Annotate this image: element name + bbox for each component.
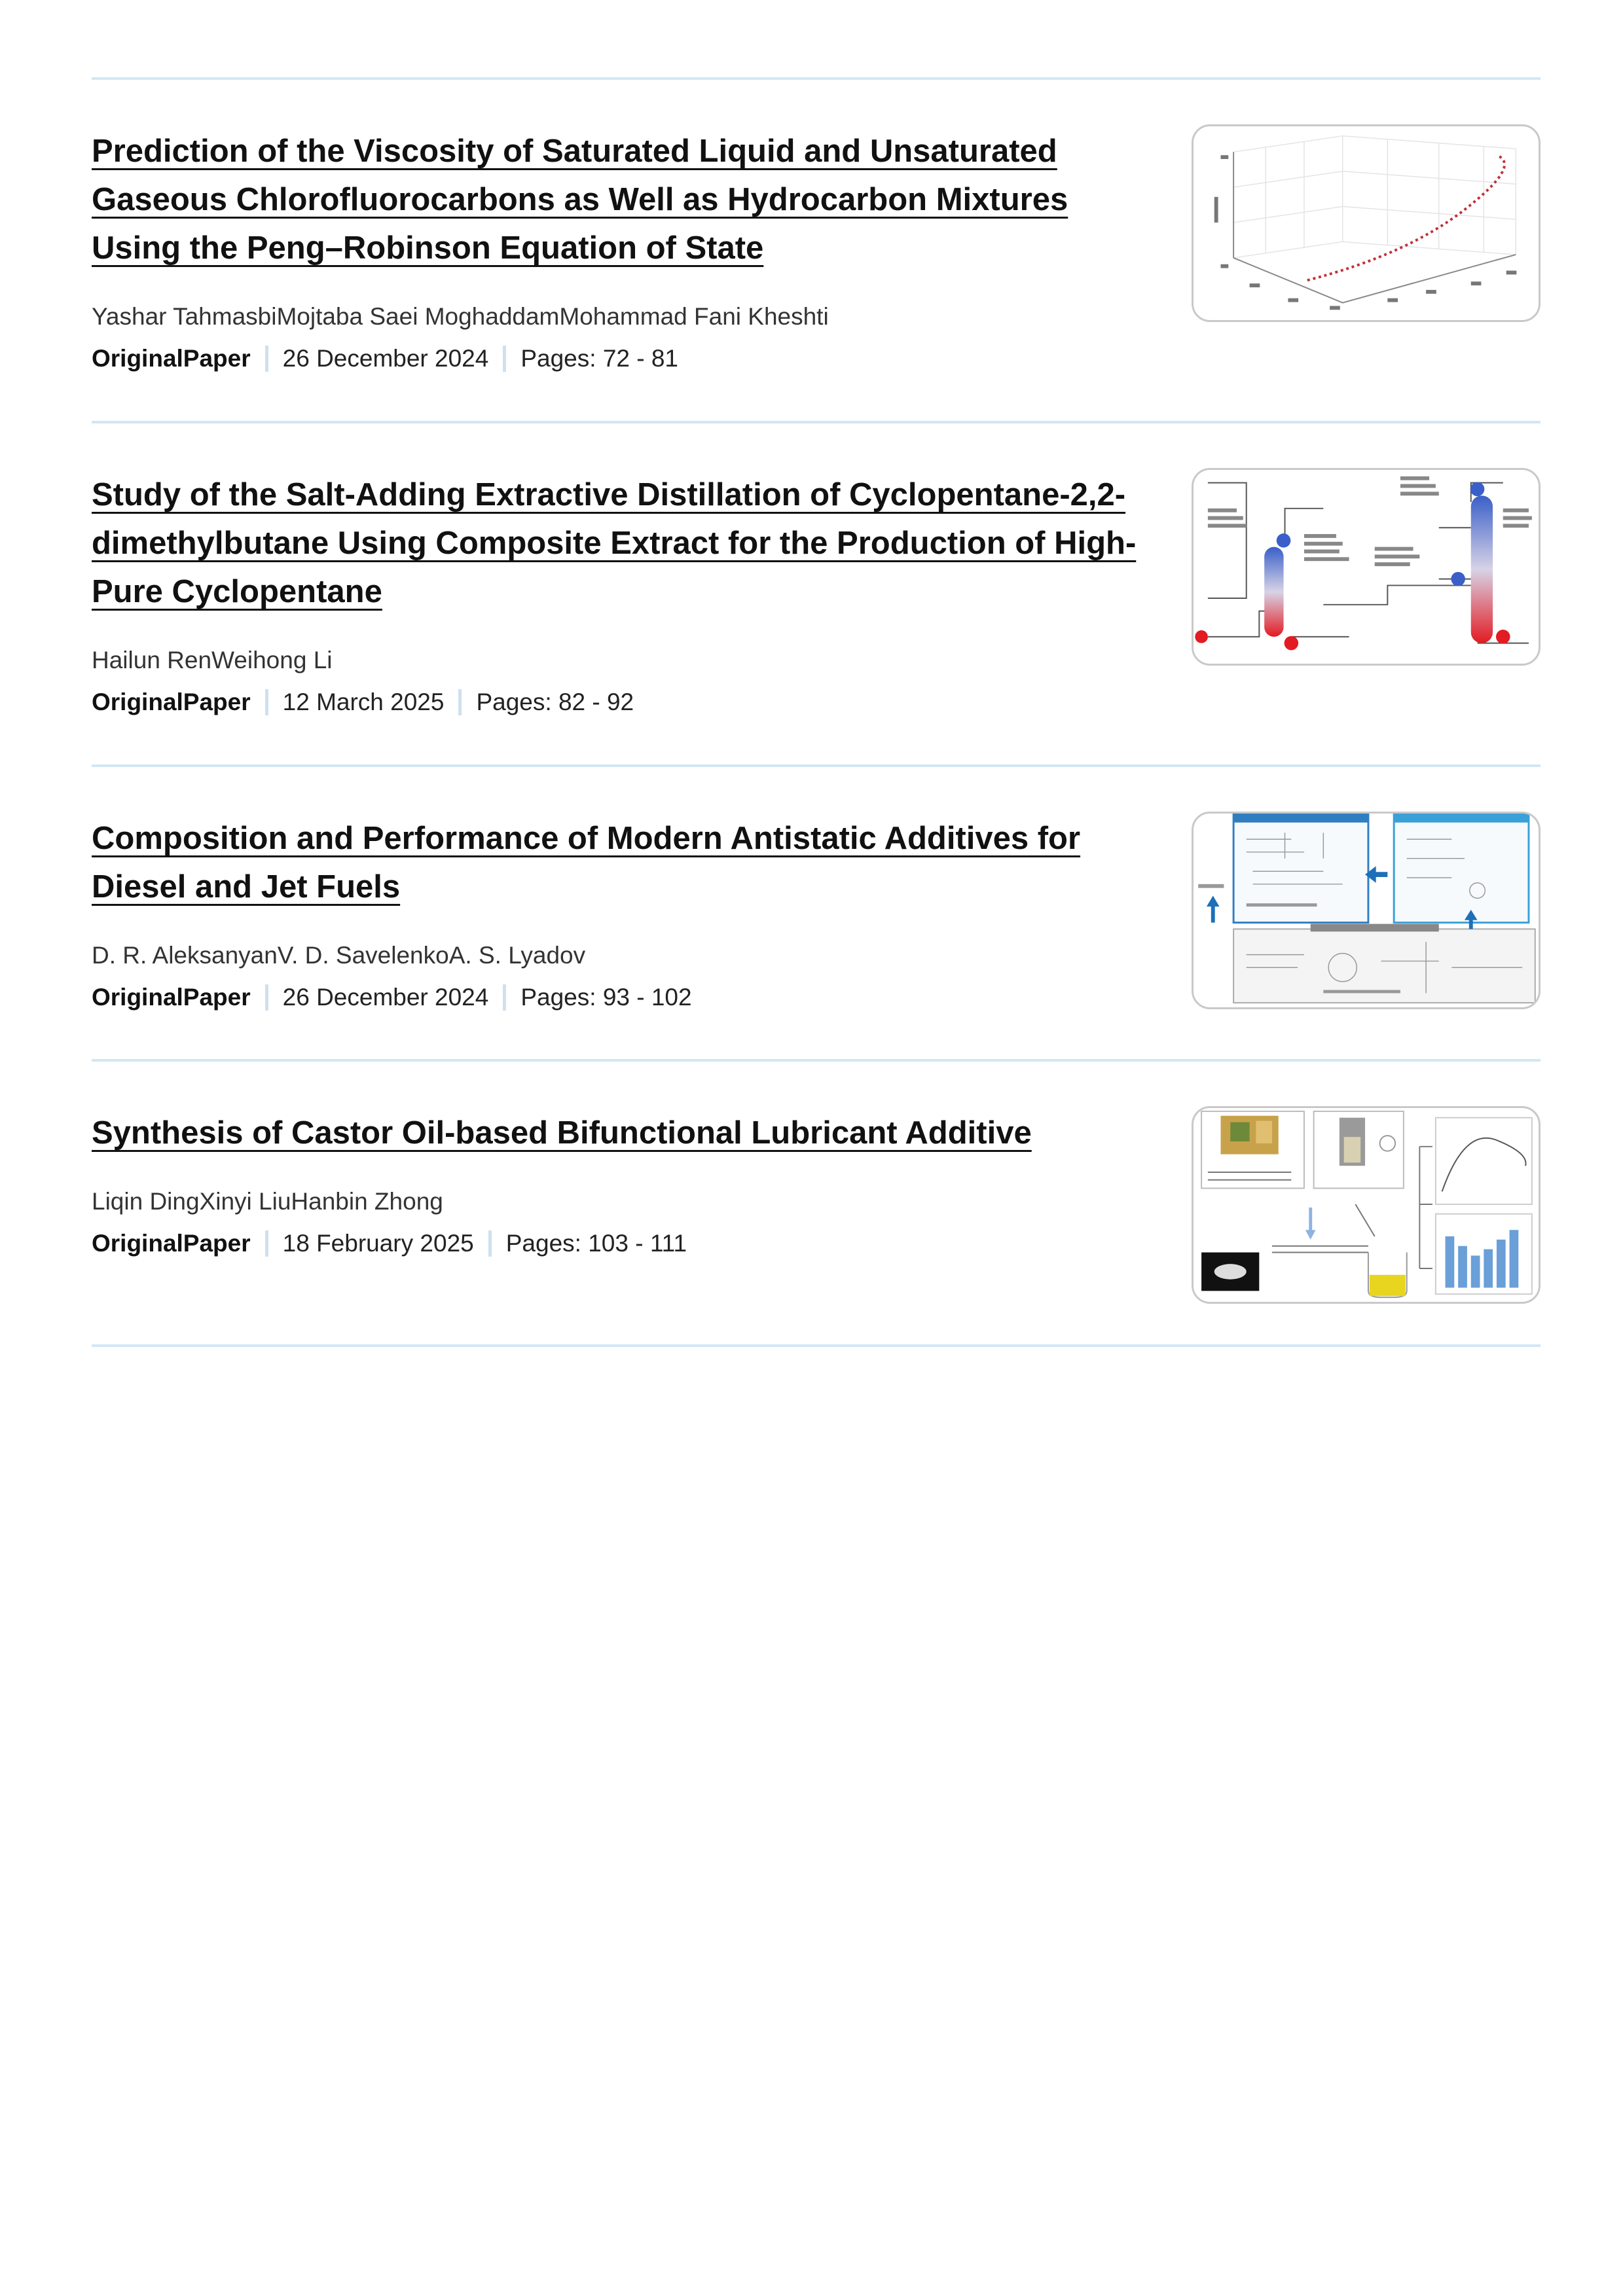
page-range: Pages: 93 - 102 xyxy=(520,984,692,1011)
article-type: OriginalPaper xyxy=(92,345,251,372)
article-authors: Hailun RenWeihong Li xyxy=(92,647,333,673)
publication-date: 18 February 2025 xyxy=(282,1230,474,1257)
article-item xyxy=(92,1062,1541,1347)
article-authors: D. R. AleksanyanV. D. SavelenkoA. S. Lyadov xyxy=(92,942,586,969)
thumbnail-graphic xyxy=(1194,814,1539,1007)
article-type: OriginalPaper xyxy=(92,689,251,715)
publication-date: 26 December 2024 xyxy=(282,345,489,372)
article-title xyxy=(92,1109,1152,1157)
thumbnail-graphic xyxy=(1194,1108,1539,1302)
article-item xyxy=(92,767,1541,1062)
article-text xyxy=(92,814,1152,1013)
article-list xyxy=(92,77,1541,1347)
meta-separator xyxy=(265,1230,268,1257)
page-range: Pages: 72 - 81 xyxy=(520,345,679,372)
meta-separator xyxy=(488,1230,492,1257)
article-meta xyxy=(92,687,1152,718)
publication-date: 12 March 2025 xyxy=(282,689,445,715)
article-meta xyxy=(92,982,1152,1013)
article-type: OriginalPaper xyxy=(92,1230,251,1257)
article-title xyxy=(92,814,1152,911)
page-range: Pages: 103 - 111 xyxy=(505,1230,687,1257)
article-title xyxy=(92,127,1152,272)
article-type: OriginalPaper xyxy=(92,984,251,1011)
meta-separator xyxy=(265,984,268,1011)
article-text xyxy=(92,471,1152,718)
thumbnail-graphic xyxy=(1194,126,1539,320)
thumbnail-graphic xyxy=(1194,470,1539,664)
article-thumbnail-mechanism-diagram[interactable] xyxy=(1192,812,1541,1009)
article-title xyxy=(92,471,1152,616)
article-authors: Liqin DingXinyi LiuHanbin Zhong xyxy=(92,1188,443,1215)
meta-separator xyxy=(503,346,506,372)
article-title-link[interactable]: Study of the Salt-Adding Extractive Distillation of Cyclopentane-2,2-dimethylbutane Using Composite Extract for the Production of High-Pure Cyclopentane xyxy=(92,477,1137,609)
article-meta xyxy=(92,343,1152,374)
article-thumbnail-3d-plot[interactable] xyxy=(1192,124,1541,322)
article-title-link[interactable]: Composition and Performance of Modern Antistatic Additives for Diesel and Jet Fuels xyxy=(92,821,1081,905)
meta-separator xyxy=(265,346,268,372)
article-thumbnail-process-flow[interactable] xyxy=(1192,468,1541,666)
article-text xyxy=(92,1109,1152,1259)
article-item xyxy=(92,423,1541,767)
article-title-link[interactable]: Synthesis of Castor Oil-based Bifunctional Lubricant Additive xyxy=(92,1115,1032,1151)
article-meta xyxy=(92,1228,1152,1259)
article-title-link[interactable]: Prediction of the Viscosity of Saturated Liquid and Unsaturated Gaseous Chlorofluorocarbons as Well as Hydrocarbon Mixtures Using the Peng–Robinson Equation of State xyxy=(92,134,1068,266)
article-text xyxy=(92,127,1152,374)
article-thumbnail-synthesis-figure[interactable] xyxy=(1192,1106,1541,1304)
meta-separator xyxy=(265,689,268,715)
page-range: Pages: 82 - 92 xyxy=(476,689,634,715)
publication-date: 26 December 2024 xyxy=(282,984,489,1011)
article-authors: Yashar TahmasbiMojtaba Saei MoghaddamMohammad Fani Kheshti xyxy=(92,303,829,330)
article-item xyxy=(92,80,1541,423)
meta-separator xyxy=(503,984,506,1011)
meta-separator xyxy=(458,689,462,715)
